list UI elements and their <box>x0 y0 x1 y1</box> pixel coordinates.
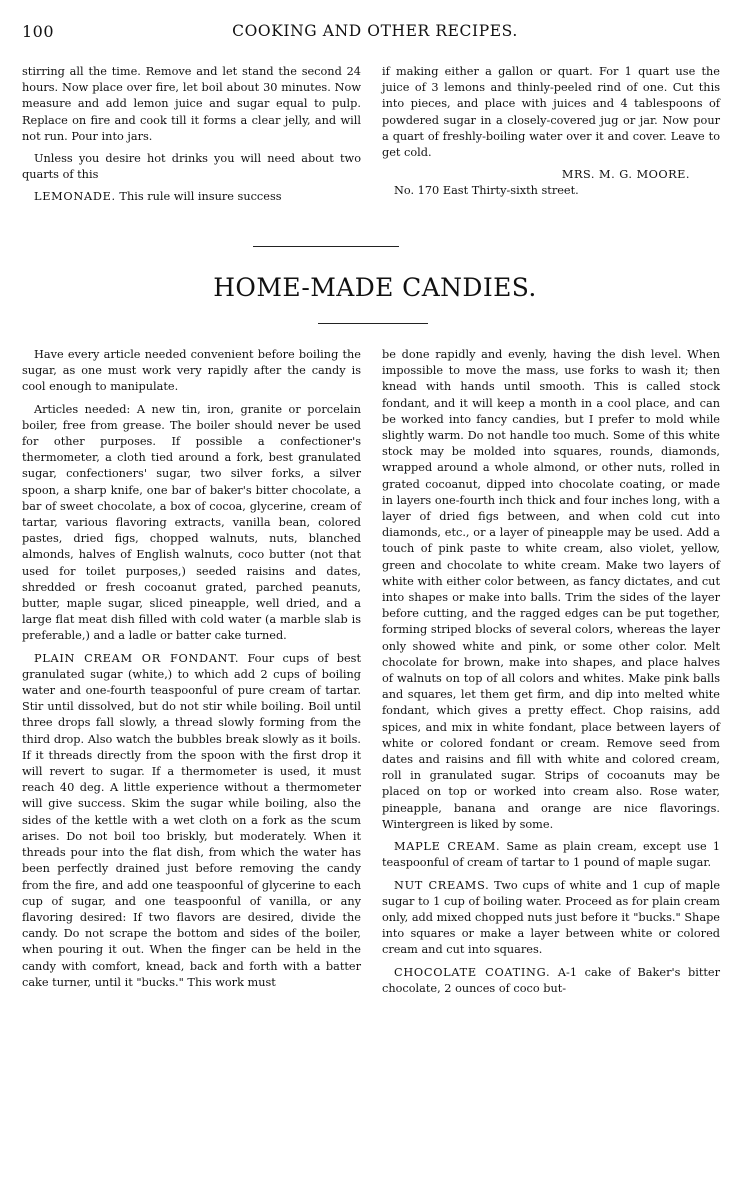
section-divider-top <box>253 246 399 247</box>
lemonade-continuation-paragraph: if making either a gallon or quart. For 1 quart use the juice of 3 lemons and thinly-peeled rind of one. Cut this into pieces, and place with juices and 4 tablespoons of powdered sugar in a closely-covered jug or jar. Now pour a quart of freshly-boiling water over it and cover. Leave to get cold. <box>382 65 720 160</box>
chocolate-coating-paragraph <box>382 965 720 997</box>
body-right-column <box>382 347 720 1003</box>
nut-creams-paragraph <box>382 878 720 959</box>
running-header <box>22 22 728 46</box>
maple-cream-text: Same as plain cream, except use 1 teaspoonful of cream of tartar to 1 pound of maple sugar. <box>382 840 721 870</box>
articles-needed-paragraph: Articles needed: A new tin, iron, granite or porcelain boiler, free from grease. The boiler should never be used for other purposes. If possible a confectioner's thermometer, a cloth tied around a fork, best granulated sugar, confectioners' sugar, two silver forks, a silver spoon, a sharp knife, one bar of baker's bitter chocolate, a bar of sweet chocolate, a box of cocoa, glycerine, cream of tartar, various flavoring extracts, vanilla bean, colored pastes, dried figs, chopped walnuts, nuts, blanched almonds, halves of English walnuts, coco butter (not that used for toilet purposes,) seeded raisins and dates, shredded or fresh cocoanut grated, parched peanuts, butter, maple sugar, sliced pineapple, well dried, and a large flat meat dish filled with cold water (a marble slab is preferable,) and a ladle or batter cake turned. <box>22 402 361 643</box>
maple-cream-label: MAPLE CREAM. <box>394 840 501 854</box>
page-number: 100 <box>22 22 55 41</box>
nut-creams-text: Two cups of white and 1 cup of maple sugar to 1 cup of boiling water. Proceed as for plain cream only, add mixed chopped nuts just before it "bucks." Shape into squares or make a layer between white or colored cream and cut into squares. <box>382 878 721 957</box>
chocolate-coating-text: A-1 cake of Baker's bitter chocolate, 2 ounces of coco but- <box>382 965 721 995</box>
section-divider-bottom <box>318 323 428 324</box>
author-signature: MRS. M. G. MOORE. <box>561 168 690 182</box>
body-left-column <box>22 347 361 997</box>
plain-cream-paragraph <box>22 651 361 991</box>
top-right-column <box>382 64 720 200</box>
maple-cream-paragraph <box>382 839 720 871</box>
lemonade-text: This rule will insure success <box>115 190 282 204</box>
running-title: COOKING AND OTHER RECIPES. <box>232 22 518 40</box>
jelly-continuation-paragraph: stirring all the time. Remove and let stand the second 24 hours. Now place over fire, let boil about 30 minutes. Now measure and add lemon juice and sugar equal to pulp. Replace on fire and cook till it forms a clear jelly, and will not run. Pour into jars. <box>22 65 361 143</box>
lemonade-paragraph <box>22 189 361 205</box>
section-title: HOME-MADE CANDIES. <box>213 273 537 302</box>
nut-creams-label: NUT CREAMS. <box>394 878 490 892</box>
fondant-continuation-paragraph: be done rapidly and evenly, having the dish level. When impossible to move the mass, use forks to wash it; then knead with hands until smooth. This is called stock fondant, and it will keep a month in a cool place, and can be worked into fancy candies, but I prefer to mold while slightly warm. Do not handle too much. Some of this white stock may be molded into squares, rounds, diamonds, wrapped around a whole almond, or other nuts, rolled in grated cocoanut, dipped into chocolate coating, or made in layers one-fourth inch thick and four inches long, with a layer of dried figs between, and when cold cut into diamonds, etc., or a layer of pineapple may be used. Add a touch of pink paste to white cream, also violet, yellow, green and chocolate to white cream. Make two layers of white with either color between, as fancy dictates, and cut into shapes or make into balls. Trim the sides of the layer before cutting, and the ragged edges can be put together, forming striped blocks of several colors, whereas the layer only showed white and pink, or some other color. Melt chocolate for brown, make into shapes, and place halves of walnuts on top of all colors and whites. Make pink balls and squares, let them get firm, and dip into melted white fondant, which gives a pretty effect. Chop raisins, add spices, and mix in white fondant, place between layers of white or colored fondant or cream. Remove seed from dates and raisins and fill with white and colored cream, roll in granulated sugar. Strips of cocoanuts may be placed on top or worked into cream also. Rose water, pineapple, banana and orange are nice flavorings. Wintergreen is liked by some. <box>382 348 720 831</box>
candies-intro-paragraph: Have every article needed convenient before boiling the sugar, as one must work very rapidly after the candy is cool enough to manipulate. <box>22 348 361 394</box>
author-address: No. 170 East Thirty-sixth street. <box>394 184 579 198</box>
top-left-column <box>22 64 361 212</box>
plain-cream-label: PLAIN CREAM OR FONDANT. <box>34 651 240 665</box>
plain-cream-text: Four cups of best granulated sugar (white,) to which add 2 cups of boiling water and one-fourth teaspoonful of pure cream of tartar. Stir until dissolved, but do not stir while boiling. Boil until three drops fall slowly, a thread slowly forming from the third drop. Also watch the bubbles break slowly as it boils. If it threads directly from the spoon with the first drop it will revert to sugar. If a thermometer is used, it must reach 40 deg. A little experience without a thermometer will give success. Skim the sugar while boiling, also the sides of the kettle with a wet cloth on a fork as the scum arises. Do not boil too briskly, but moderately. When it threads pour into the flat dish, from which the water has been perfectly drained just before removing the candy from the fire, and add one teaspoonful of glycerine to each cup of sugar, and one teaspoonful of vanilla, or any flavoring desired: If two flavors are desired, divide the candy. Do not scrape the bottom and sides of the boiler, when pouring it out. When the finger can be held in the candy with comfort, knead, back and forth with a batter cake turner, until it "bucks." This work must <box>22 651 361 989</box>
chocolate-coating-label: CHOCOLATE COATING. <box>394 965 551 979</box>
lemonade-label: LEMONADE. <box>34 190 116 204</box>
lemonade-intro-paragraph: Unless you desire hot drinks you will need about two quarts of this <box>22 152 361 182</box>
